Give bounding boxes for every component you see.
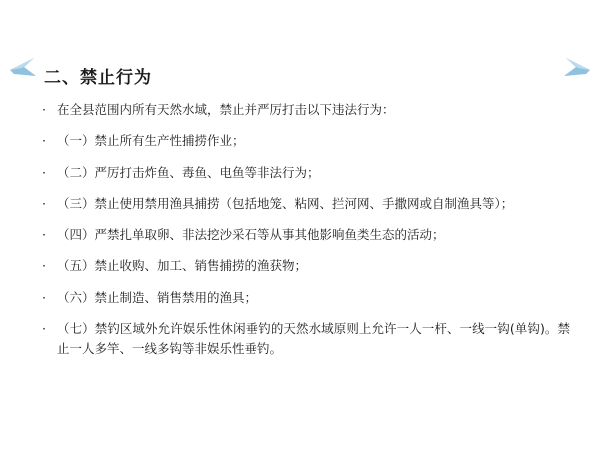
list-item [40, 131, 570, 151]
list-item-text: （四）严禁扎单取卵、非法挖沙采石等从事其他影响鱼类生态的活动； [57, 227, 445, 242]
list-item [40, 163, 570, 183]
list-item [40, 256, 570, 276]
list-bullet: · [42, 289, 46, 305]
list-item-text: （六）禁止制造、销售禁用的渔具； [57, 289, 258, 305]
slide-title: 二、禁止行为 [44, 68, 152, 88]
list-bullet: · [42, 102, 46, 117]
list-item-text: （三）禁止使用禁用渔具捕捞（包括地笼、粘网、拦河网、手撒网或自制渔具等）； [57, 195, 514, 211]
list-item-text: （七）禁钓区域外允许娱乐性休闲垂钓的天然水域原则上允许一人一杆、一线一钩(单钩)。禁止一人多竿、一线多钩等非娱乐性垂钓。 [57, 320, 570, 356]
list-item [40, 225, 570, 245]
list-item [40, 319, 570, 360]
list-item [40, 194, 570, 214]
list-item-text: （一）禁止所有生产性捕捞作业； [57, 133, 245, 149]
list-item [40, 288, 570, 308]
list-bullet: · [42, 195, 46, 211]
list-bullet: · [42, 320, 46, 336]
list-item-text: （五）禁止收购、加工、销售捕捞的渔获物； [57, 258, 308, 274]
list-item-text: 在全县范围内所有天然水域，禁止并严厉打击以下违法行为： [57, 102, 395, 117]
list-item-text: （二）严厉打击炸鱼、毒鱼、电鱼等非法行为； [57, 164, 320, 180]
list-bullet: · [42, 258, 46, 274]
list-bullet: · [42, 164, 46, 180]
list-bullet: · [42, 227, 46, 242]
list-item [40, 100, 570, 120]
prohibited-actions-list [40, 100, 570, 370]
list-bullet: · [42, 133, 46, 149]
